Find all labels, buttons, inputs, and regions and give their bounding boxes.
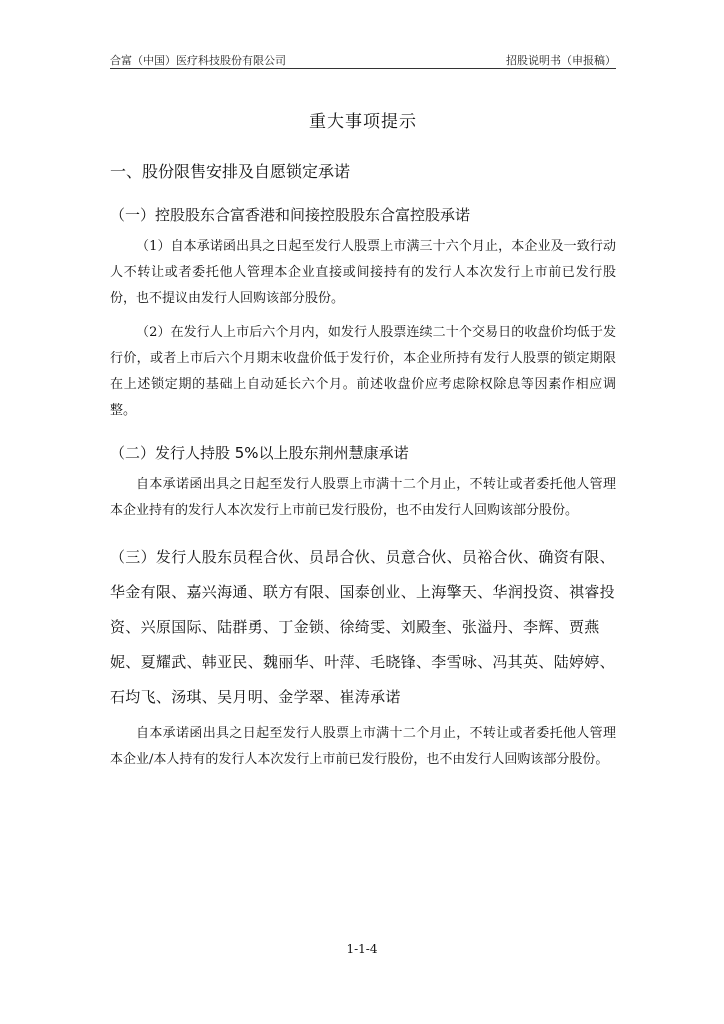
- document-title: 重大事项提示: [309, 112, 417, 132]
- page-header: [110, 52, 616, 68]
- header-divider: [110, 68, 616, 69]
- page-number: 1-1-4: [346, 942, 378, 956]
- paragraph-5pct-lockup: 自本承诺函出具之日起至发行人股票上市满十二个月止，不转让或者委托他人管理本企业持有的发行人本次发行上市前已发行股份，也不由发行人回购该部分股份。: [110, 477, 616, 518]
- header-document-type: 招股说明书（申报稿）: [506, 54, 616, 67]
- paragraph-lockup-extension: （2）在发行人上市后六个月内，如发行人股票连续二十个交易日的收盘价均低于发行价，或者上市后六个月期末收盘价低于发行价，本企业所持有发行人股票的锁定期限在上述锁定期的基础上自动延长六个月。前述收盘价应考虑除权除息等因素作相应调整。: [110, 325, 616, 418]
- subsection-heading-controlling-shareholder: （一）控股股东合富香港和间接控股股东合富控股承诺: [110, 206, 471, 224]
- header-company-name: 合富（中国）医疗科技股份有限公司: [110, 54, 286, 67]
- subsection-heading-other-shareholders: （三）发行人股东员程合伙、员昂合伙、员意合伙、员裕合伙、确资有限、华金有限、嘉兴海通、联方有限、国泰创业、上海擎天、华润投资、祺睿投资、兴原国际、陆群勇、丁金锁、徐绮雯、刘殿奎、张溢丹、李辉、贾燕妮、夏耀武、韩亚民、魏丽华、叶萍、毛晓锋、李雪咏、冯其英、陆婷婷、石均飞、汤琪、吴月明、金学翠、崔涛承诺: [110, 548, 615, 706]
- subsection-heading-5pct-shareholder: （二）发行人持股 5%以上股东荆州慧康承诺: [110, 444, 409, 462]
- paragraph-lockup-36-months: （1）自本承诺函出具之日起至发行人股票上市满三十六个月止，本企业及一致行动人不转让或者委托他人管理本企业直接或间接持有的发行人本次发行上市前已发行股份，也不提议由发行人回购该部分股份。: [110, 239, 616, 306]
- section-heading-lockup: 一、股份限售安排及自愿锁定承诺: [110, 162, 351, 181]
- page-body: [110, 100, 616, 781]
- paragraph-other-shareholders-lockup: 自本承诺函出具之日起至发行人股票上市满十二个月止，不转让或者委托他人管理本企业/本人持有的发行人本次发行上市前已发行股份，也不由发行人回购该部分股份。: [110, 726, 616, 767]
